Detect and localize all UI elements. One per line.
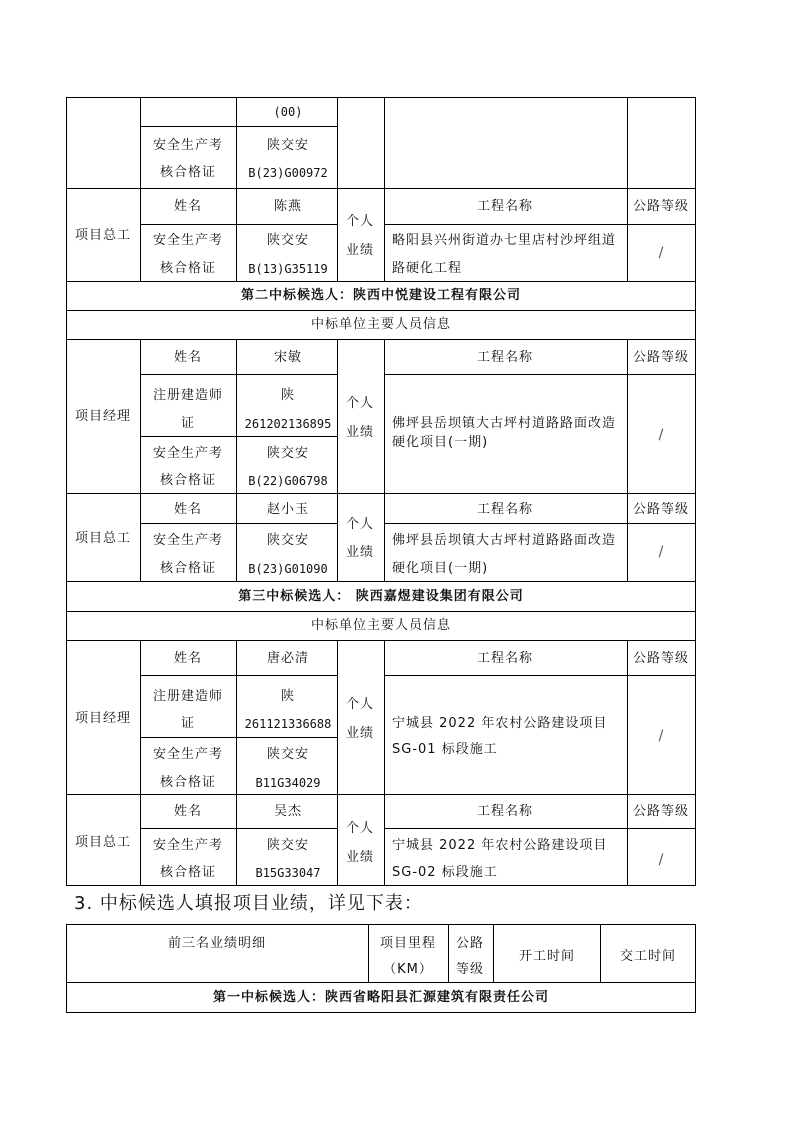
personal-perf-label-line2: 业绩 — [345, 726, 375, 741]
project-manager-label: 项目经理 — [74, 409, 132, 424]
safety-cert-label-line1: 安全生产考 — [152, 838, 224, 853]
road-grade-header: 公路等级 — [632, 651, 690, 666]
chief-safety-cert-line1: 陕交安 — [266, 233, 310, 248]
name-label: 姓名 — [173, 804, 203, 819]
manager-safety-cert-line2: B(23)G00972 — [248, 166, 328, 180]
project-name-header: 工程名称 — [476, 502, 534, 517]
manager-safety-cert-line1: 陕交安 — [266, 138, 310, 153]
personal-perf-label-line2: 业绩 — [345, 243, 375, 258]
candidate3-chief-name: 吴杰 — [273, 804, 303, 819]
chief-engineer-label: 项目总工 — [74, 531, 132, 546]
road-grade-value: / — [658, 427, 664, 443]
personal-perf-label-line1: 个人 — [345, 821, 375, 836]
candidate3-chief-project-line2: SG-02 标段施工 — [392, 865, 498, 880]
safety-cert-label-line2: 核合格证 — [159, 865, 217, 880]
safety-cert-label-line2: 核合格证 — [159, 473, 217, 488]
candidate2-chief-safety-cert-line1: 陕交安 — [266, 533, 310, 548]
reg-cert-label-line2: 证 — [180, 416, 196, 431]
section-heading: 3. 中标候选人填报项目业绩，详见下表： — [74, 893, 423, 914]
safety-cert-label-line1: 安全生产考 — [152, 233, 224, 248]
road-grade-header: 公路等级 — [632, 199, 690, 214]
col-mileage-header-line1: 项目里程 — [379, 936, 437, 951]
reg-cert-label-line1: 注册建造师 — [152, 689, 224, 704]
name-label: 姓名 — [173, 651, 203, 666]
candidate3-chief-safety-cert-line1: 陕交安 — [266, 838, 310, 853]
col-mileage-header-line2: （KM） — [383, 962, 433, 977]
road-grade-value: / — [658, 728, 664, 744]
name-label: 姓名 — [173, 350, 203, 365]
candidate3-manager-reg-cert-line2: 261121336688 — [244, 717, 332, 731]
reg-cert-label-line2: 证 — [180, 716, 196, 731]
safety-cert-label-line1: 安全生产考 — [152, 533, 224, 548]
col-grade-header-line2: 等级 — [455, 962, 485, 977]
candidate3-chief-safety-cert-line2: B15G33047 — [255, 866, 321, 880]
safety-cert-label-line2: 核合格证 — [159, 561, 217, 576]
candidate3-title: 第三中标候选人： 陕西嘉煜建设集团有限公司 — [238, 589, 524, 604]
candidate3-manager-project-line2: SG-01 标段施工 — [392, 742, 498, 757]
project-name-header: 工程名称 — [476, 199, 534, 214]
first-candidate-title: 第一中标候选人：陕西省略阳县汇源建筑有限责任公司 — [212, 990, 550, 1005]
chief-safety-cert-line2: B(13)G35119 — [248, 262, 328, 276]
candidate3-manager-safety-cert-line1: 陕交安 — [266, 747, 310, 762]
road-grade-value: / — [658, 852, 664, 868]
cert-number-tail: (00) — [273, 105, 303, 119]
safety-cert-label-line2: 核合格证 — [159, 165, 217, 180]
project-manager-label: 项目经理 — [74, 711, 132, 726]
candidate2-chief-project-line1: 佛坪县岳坝镇大古坪村道路路面改造 — [392, 533, 617, 548]
candidate2-manager-reg-cert-line1: 陕 — [280, 388, 296, 403]
chief-project-line1: 略阳县兴州街道办七里店村沙坪组道 — [392, 233, 617, 248]
col-grade-header-line1: 公路 — [455, 936, 485, 951]
chief-project-line2: 路硬化工程 — [392, 261, 463, 276]
candidate2-chief-name: 赵小玉 — [266, 502, 310, 517]
candidate3-manager-project-line1: 宁城县 2022 年农村公路建设项目 — [392, 716, 608, 731]
candidate2-chief-project-line2: 硬化项目(一期) — [392, 561, 489, 576]
safety-cert-label-line1: 安全生产考 — [152, 747, 224, 762]
candidate2-title: 第二中标候选人：陕西中悦建设工程有限公司 — [240, 288, 522, 303]
personal-perf-label-line2: 业绩 — [345, 545, 375, 560]
road-grade-header: 公路等级 — [632, 350, 690, 365]
safety-cert-label-line2: 核合格证 — [159, 261, 217, 276]
candidate3-manager-reg-cert-line1: 陕 — [280, 689, 296, 704]
personal-perf-label-line2: 业绩 — [345, 850, 375, 865]
col-start-header: 开工时间 — [518, 949, 576, 964]
personal-perf-label-line1: 个人 — [345, 697, 375, 712]
safety-cert-label-line1: 安全生产考 — [152, 138, 224, 153]
safety-cert-label-line2: 核合格证 — [159, 775, 217, 790]
chief-name: 陈燕 — [273, 199, 303, 214]
personal-perf-label-line1: 个人 — [345, 517, 375, 532]
candidate2-manager-reg-cert-line2: 261202136895 — [244, 417, 332, 431]
road-grade-header: 公路等级 — [632, 804, 690, 819]
reg-cert-label-line1: 注册建造师 — [152, 388, 224, 403]
road-grade-value: / — [658, 544, 664, 560]
candidate2-manager-name: 宋敏 — [273, 350, 303, 365]
col-end-header: 交工时间 — [619, 949, 677, 964]
chief-engineer-label: 项目总工 — [74, 228, 132, 243]
personal-perf-label-line1: 个人 — [345, 214, 375, 229]
candidate2-manager-safety-cert-line1: 陕交安 — [266, 446, 310, 461]
candidate3-manager-safety-cert-line2: B11G34029 — [255, 776, 321, 790]
project-name-header: 工程名称 — [476, 804, 534, 819]
candidate3-chief-project-line1: 宁城县 2022 年农村公路建设项目 — [392, 838, 608, 853]
safety-cert-label-line1: 安全生产考 — [152, 446, 224, 461]
staff-info-header: 中标单位主要人员信息 — [310, 618, 452, 633]
candidate2-manager-project-line1: 佛坪县岳坝镇大古坪村道路路面改造 — [392, 416, 617, 431]
road-grade-value: / — [658, 245, 664, 261]
candidate2-manager-safety-cert-line2: B(22)G06798 — [248, 474, 328, 488]
candidate2-chief-safety-cert-line2: B(23)G01090 — [248, 562, 328, 576]
candidate3-manager-name: 唐必清 — [266, 651, 310, 666]
name-label: 姓名 — [173, 199, 203, 214]
staff-info-header: 中标单位主要人员信息 — [310, 317, 452, 332]
personal-perf-label-line1: 个人 — [345, 396, 375, 411]
personal-perf-label-line2: 业绩 — [345, 425, 375, 440]
road-grade-header: 公路等级 — [632, 502, 690, 517]
chief-engineer-label: 项目总工 — [74, 835, 132, 850]
candidate2-manager-project-line2: 硬化项目(一期) — [392, 435, 489, 450]
project-name-header: 工程名称 — [476, 651, 534, 666]
col-detail-header: 前三名业绩明细 — [167, 936, 267, 951]
name-label: 姓名 — [173, 502, 203, 517]
project-name-header: 工程名称 — [476, 350, 534, 365]
